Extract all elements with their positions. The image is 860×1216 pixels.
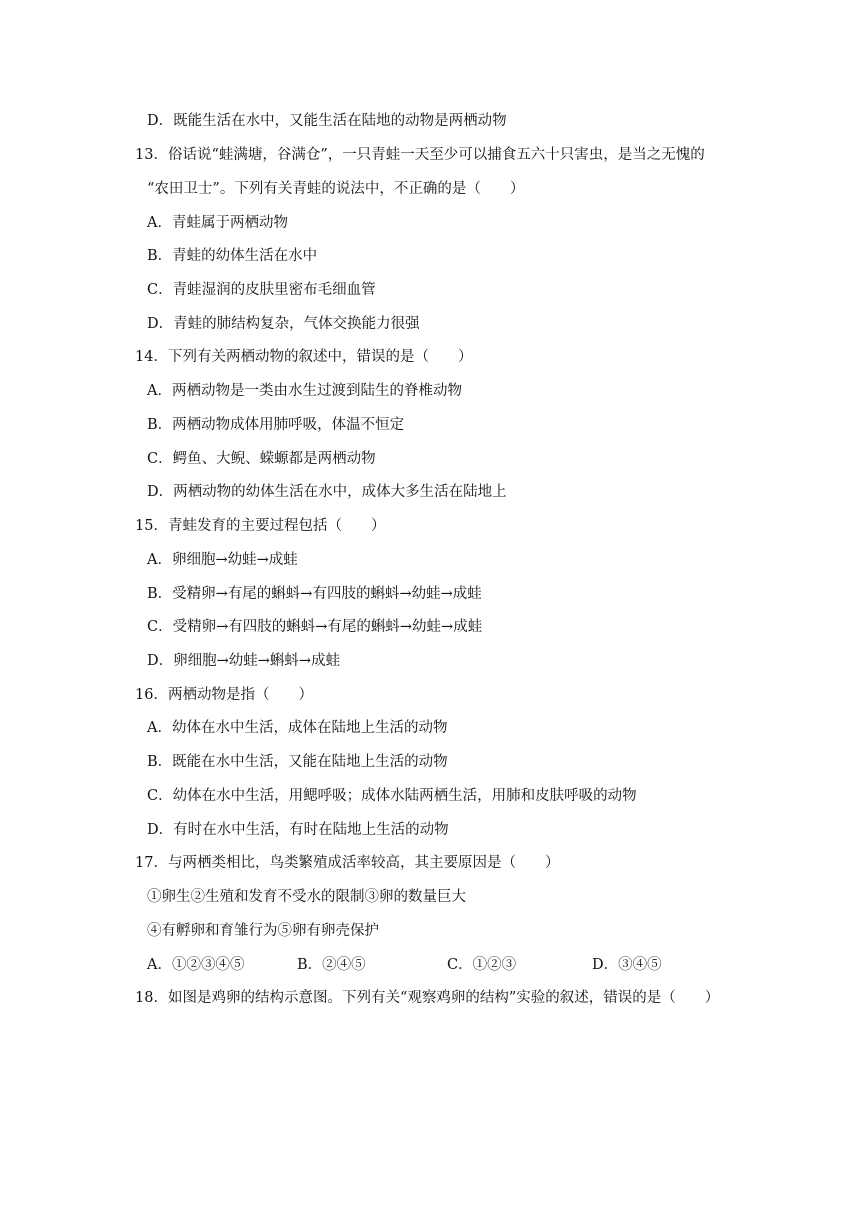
q14-option-a: A．两栖动物是一类由水生过渡到陆生的脊椎动物 <box>147 383 462 399</box>
q15-option-d: D．卵细胞→幼蛙→蝌蚪→成蛙 <box>147 653 341 669</box>
q13-stem-cont: “农田卫士”。下列有关青蛙的说法中，不正确的是（ ） <box>147 181 525 197</box>
q17-items-line-1: ①卵生②生殖和发育不受水的限制③卵的数量巨大 <box>147 889 466 905</box>
q14-option-d: D．两栖动物的幼体生活在水中，成体大多生活在陆地上 <box>147 484 507 500</box>
q18-stem: 18．如图是鸡卵的结构示意图。下列有关“观察鸡卵的结构”实验的叙述，错误的是（ ） <box>135 990 720 1006</box>
q16-stem: 16．两栖动物是指（ ） <box>135 687 313 703</box>
q14-stem: 14．下列有关两栖动物的叙述中，错误的是（ ） <box>135 349 473 365</box>
q17-option-b: B．②④⑤ <box>297 957 366 973</box>
q16-option-d: D．有时在水中生活，有时在陆地上生活的动物 <box>147 822 449 838</box>
q16-option-a: A．幼体在水中生活，成体在陆地上生活的动物 <box>147 720 448 736</box>
q17-option-d: D．③④⑤ <box>592 957 662 973</box>
q15-stem: 15．青蛙发育的主要过程包括（ ） <box>135 518 386 534</box>
q13-option-b: B．青蛙的幼体生活在水中 <box>147 248 318 264</box>
q17-option-a: A．①②③④⑤ <box>147 957 245 973</box>
q14-option-b: B．两栖动物成体用肺呼吸，体温不恒定 <box>147 417 405 433</box>
q13-option-a: A．青蛙属于两栖动物 <box>147 215 288 231</box>
q17-option-c: C．①②③ <box>447 957 517 973</box>
q13-option-d: D．青蛙的肺结构复杂，气体交换能力很强 <box>147 316 420 332</box>
q17-items-line-2: ④有孵卵和育雏行为⑤卵有卵壳保护 <box>147 923 379 939</box>
q16-option-c: C．幼体在水中生活，用鳃呼吸；成体水陆两栖生活，用肺和皮肤呼吸的动物 <box>147 788 637 804</box>
q13-option-c: C．青蛙湿润的皮肤里密布毛细血管 <box>147 282 376 298</box>
q15-option-a: A．卵细胞→幼蛙→成蛙 <box>147 552 298 568</box>
q15-option-b: B．受精卵→有尾的蝌蚪→有四肢的蝌蚪→幼蛙→成蛙 <box>147 586 482 602</box>
q16-option-b: B．既能在水中生活，又能在陆地上生活的动物 <box>147 754 448 770</box>
q13-stem: 13．俗话说“蛙满塘，谷满仓”，一只青蛙一天至少可以捕食五六十只害虫，是当之无愧的 <box>135 147 705 163</box>
q14-option-c: C．鳄鱼、大鲵、蝾螈都是两栖动物 <box>147 451 376 467</box>
q17-stem: 17．与两栖类相比，鸟类繁殖成活率较高，其主要原因是（ ） <box>135 855 560 871</box>
q15-option-c: C．受精卵→有四肢的蝌蚪→有尾的蝌蚪→幼蛙→成蛙 <box>147 619 483 635</box>
q12-option-d: D．既能生活在水中，又能生活在陆地的动物是两栖动物 <box>147 113 507 129</box>
